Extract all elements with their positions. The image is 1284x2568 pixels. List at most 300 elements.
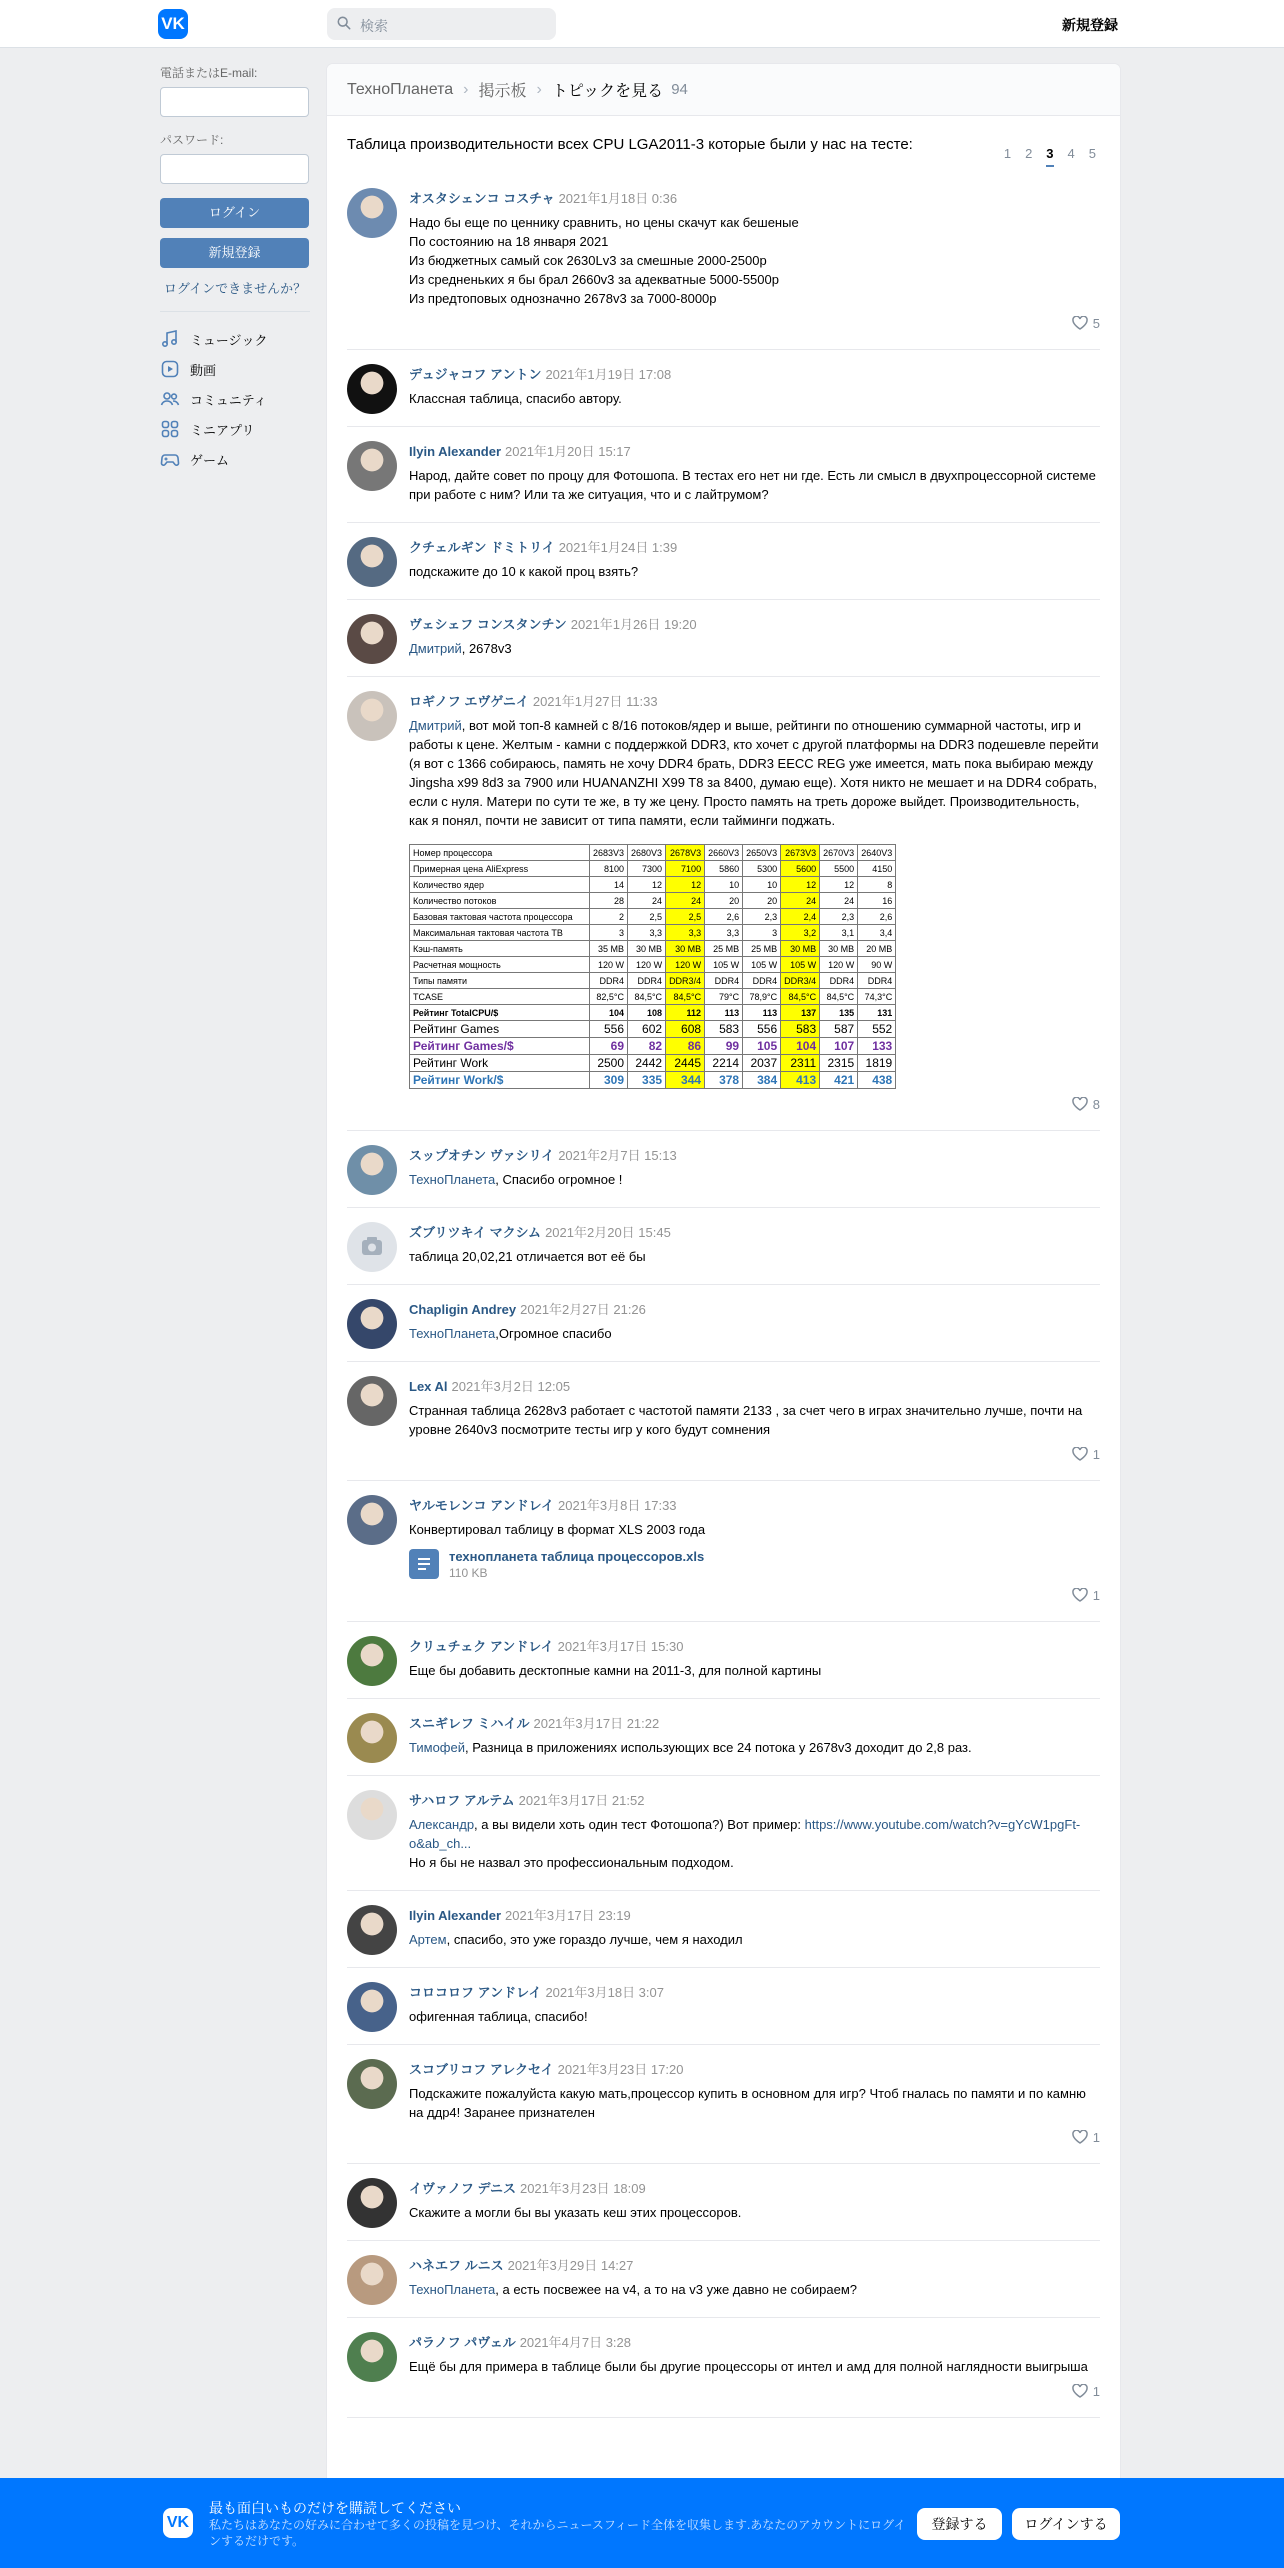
- table-cell: 30 MB: [781, 941, 820, 957]
- table-cell: 8100: [590, 861, 628, 877]
- table-cell: 2,3: [820, 909, 858, 925]
- search-icon: [337, 16, 351, 30]
- table-cell: 2037: [743, 1055, 781, 1072]
- table-cell: 120 W: [590, 957, 628, 973]
- banner-login-button[interactable]: ログインする: [1012, 2508, 1120, 2540]
- avatar[interactable]: [347, 441, 397, 491]
- search-input[interactable]: [327, 8, 556, 40]
- avatar[interactable]: [347, 1636, 397, 1686]
- music-icon: [160, 329, 180, 349]
- comment-post: [347, 600, 1100, 677]
- table-cell: 3: [743, 925, 781, 941]
- author-link[interactable]: パラノフ パヴェル: [409, 2335, 516, 2350]
- avatar[interactable]: [347, 691, 397, 741]
- mention-link[interactable]: ТехноПланета: [409, 2282, 496, 2297]
- page-current: 3: [1046, 146, 1053, 167]
- page-link[interactable]: 4: [1067, 146, 1075, 161]
- login-banner: [0, 2478, 1284, 2568]
- sidebar-item-label: ミニアプリ: [190, 422, 255, 438]
- table-cell: 3,1: [820, 925, 858, 941]
- table-cell: 556: [590, 1021, 628, 1038]
- heart-icon: [1072, 1097, 1088, 1111]
- table-header-cell: 2683V3: [590, 845, 628, 861]
- post-text: Народ, дайте совет по процу для Фотошопа. В тестах его нет ни где. Есть ли смысл в двухпроцессорной системе при работе с ним? Или та же ситуация, что и с лайтрумом?: [409, 468, 1096, 502]
- topic-card: [327, 64, 1120, 2524]
- table-row: [410, 893, 896, 909]
- heart-icon: [1072, 1588, 1088, 1602]
- table-cell: 78,9°C: [743, 989, 781, 1005]
- page-link[interactable]: 1: [1003, 146, 1012, 161]
- table-cell: 104: [781, 1038, 820, 1055]
- sidebar-item-label: ゲーム: [190, 452, 230, 468]
- table-row-label: Базовая тактовая частота процессора: [410, 909, 590, 925]
- signup-link[interactable]: 新規登録: [1062, 17, 1118, 33]
- avatar[interactable]: [347, 1376, 397, 1426]
- table-cell: 112: [666, 1005, 705, 1021]
- login-button[interactable]: ログイン: [160, 198, 309, 228]
- mention-link[interactable]: Дмитрий: [409, 718, 462, 733]
- table-cell: 24: [820, 893, 858, 909]
- banner-title: 最も面白いものだけを購読してください: [209, 2500, 461, 2516]
- comment-post: [347, 1891, 1100, 1968]
- table-cell: 28: [590, 893, 628, 909]
- table-header-cell: 2678V3: [666, 845, 705, 861]
- like-button[interactable]: [1072, 2384, 1100, 2399]
- table-cell: 131: [858, 1005, 896, 1021]
- author-link[interactable]: コロコロフ アンドレイ: [409, 1985, 542, 2000]
- cpu-performance-table: [409, 844, 896, 1089]
- comment-post: [347, 1622, 1100, 1699]
- table-cell: 2214: [705, 1055, 743, 1072]
- table-row-label: Примерная цена AliExpress: [410, 861, 590, 877]
- like-button[interactable]: [1072, 1588, 1100, 1603]
- table-cell: 105: [743, 1038, 781, 1055]
- table-row-label: Максимальная тактовая частота TB: [410, 925, 590, 941]
- like-count: 5: [1092, 316, 1100, 331]
- table-cell: 12: [666, 877, 705, 893]
- comment-post: [347, 350, 1100, 427]
- table-cell: 113: [743, 1005, 781, 1021]
- author-link[interactable]: スコブリコフ アレクセイ: [409, 2062, 554, 2077]
- table-cell: 30 MB: [628, 941, 666, 957]
- login-sidebar: [160, 64, 310, 474]
- camera-icon: [347, 1222, 397, 1272]
- table-row: [410, 1005, 896, 1021]
- table-cell: 35 MB: [590, 941, 628, 957]
- register-button[interactable]: 登録する: [917, 2508, 1002, 2540]
- breadcrumb-group-link[interactable]: ТехноПланета: [347, 80, 454, 98]
- table-row: [410, 1072, 896, 1089]
- post-text: Скажите а могли бы вы указать кеш этих процессоров.: [409, 2205, 742, 2220]
- comment-post: [347, 1776, 1100, 1891]
- comment-post: [347, 427, 1100, 523]
- post-count: 94: [671, 81, 688, 98]
- mention-link[interactable]: ТехноПланета: [409, 1172, 496, 1187]
- post-date: 2021年1月18日 0:36: [558, 191, 678, 206]
- table-row: [410, 973, 896, 989]
- post-text: Но я бы не назвал это профессиональным подходом.: [409, 1855, 734, 1870]
- table-cell: 14: [590, 877, 628, 893]
- table-cell: 104: [590, 1005, 628, 1021]
- author-link[interactable]: ヴェシェフ コンスタンチン: [409, 617, 567, 632]
- table-row-label: Рейтинг Games/$: [410, 1038, 590, 1055]
- table-cell: 3: [590, 925, 628, 941]
- table-header-cell: 2680V3: [628, 845, 666, 861]
- table-cell: 2,6: [858, 909, 896, 925]
- table-cell: 7300: [628, 861, 666, 877]
- post-date: 2021年3月23日 17:20: [557, 2062, 684, 2077]
- table-cell: 5860: [705, 861, 743, 877]
- sidebar-item-label: ミュージック: [190, 332, 268, 348]
- sidebar-item-community[interactable]: [160, 384, 310, 414]
- post-date: 2021年2月7日 15:13: [558, 1148, 677, 1163]
- heart-icon: [1072, 1447, 1088, 1461]
- post-text: , спасибо, это уже гораздо лучше, чем я находил: [446, 1932, 743, 1947]
- sidebar-item-music[interactable]: [160, 324, 310, 354]
- like-button[interactable]: [1072, 1447, 1100, 1462]
- table-cell: 120 W: [666, 957, 705, 973]
- mention-link[interactable]: Дмитрий: [409, 641, 462, 656]
- post-date: 2021年3月29日 14:27: [507, 2258, 634, 2273]
- comment-post: [347, 1208, 1100, 1285]
- table-row-label: Рейтинг Work: [410, 1055, 590, 1072]
- author-link[interactable]: ヤルモレンコ アンドレイ: [409, 1498, 554, 1513]
- table-header-cell: 2660V3: [705, 845, 743, 861]
- avatar[interactable]: [347, 1299, 397, 1349]
- table-header-cell: 2670V3: [820, 845, 858, 861]
- post-text: Конвертировал таблицу в формат XLS 2003 года: [409, 1522, 706, 1537]
- table-cell: 12: [820, 877, 858, 893]
- post-text: Подскажите пожалуйста какую мать,процессор купить в основном для игр? Чтоб гналась по памяти и по камню на ддр4! Заранее признателен: [409, 2086, 1086, 2120]
- table-cell: 587: [820, 1021, 858, 1038]
- sidebar-divider: [160, 311, 310, 312]
- like-button[interactable]: [1072, 316, 1100, 331]
- table-row: [410, 925, 896, 941]
- table-cell: DDR4: [743, 973, 781, 989]
- post-text: , а есть посвежее на v4, а то на v3 уже давно не собираем?: [495, 2282, 857, 2297]
- table-cell: 137: [781, 1005, 820, 1021]
- avatar[interactable]: [347, 2332, 397, 2382]
- avatar[interactable]: [347, 614, 397, 664]
- post-text: Странная таблица 2628v3 работает с частотой памяти 2133 , за счет чего в играх значительно лучше, почти на уровне 2640v3 посмотрите тесты игр у кого будут сомнения: [409, 1403, 1083, 1437]
- table-cell: 602: [628, 1021, 666, 1038]
- table-row: [410, 861, 896, 877]
- post-text: Еще бы добавить десктопные камни на 2011-3, для полной картины: [409, 1663, 822, 1678]
- avatar[interactable]: [347, 188, 397, 238]
- password-field[interactable]: [160, 154, 309, 184]
- avatar[interactable]: [347, 364, 397, 414]
- table-row-label: Рейтинг TotalCPU/$: [410, 1005, 590, 1021]
- table-row-label: TCASE: [410, 989, 590, 1005]
- table-cell: 2,5: [628, 909, 666, 925]
- table-cell: 335: [628, 1072, 666, 1089]
- mention-link[interactable]: ТехноПланета: [409, 1326, 496, 1341]
- vk-logo: VK: [163, 2508, 193, 2538]
- avatar[interactable]: [347, 1982, 397, 2032]
- comment-post: [347, 1481, 1100, 1622]
- sidebar-item-mini-apps[interactable]: [160, 414, 310, 444]
- table-cell: 2,5: [666, 909, 705, 925]
- post-date: 2021年1月26日 19:20: [570, 617, 697, 632]
- comment-post: [347, 2045, 1100, 2164]
- table-cell: 2,4: [781, 909, 820, 925]
- table-cell: 79°C: [705, 989, 743, 1005]
- table-cell: 24: [666, 893, 705, 909]
- table-cell: 2,3: [743, 909, 781, 925]
- mention-link[interactable]: Тимофей: [409, 1740, 465, 1755]
- like-count: 1: [1092, 1447, 1100, 1462]
- table-row: [410, 877, 896, 893]
- table-cell: 413: [781, 1072, 820, 1089]
- post-text: офигенная таблица, спасибо!: [409, 2009, 588, 2024]
- top-bar: [0, 0, 1284, 48]
- table-row: [410, 1038, 896, 1055]
- post-text: , а вы видели хоть один тест Фотошопа?) Вот пример:: [474, 1817, 805, 1832]
- table-row-label: Рейтинг Work/$: [410, 1072, 590, 1089]
- avatar[interactable]: [347, 1790, 397, 1840]
- post-date: 2021年3月17日 21:52: [518, 1793, 645, 1808]
- community-icon: [160, 389, 180, 409]
- table-cell: DDR3/4: [781, 973, 820, 989]
- post-text: , Спасибо огромное !: [495, 1172, 623, 1187]
- avatar[interactable]: [347, 2178, 397, 2228]
- table-cell: 12: [781, 877, 820, 893]
- table-cell: 24: [781, 893, 820, 909]
- file-name[interactable]: технопланета таблица процессоров.xls: [449, 1549, 705, 1564]
- author-link[interactable]: クリュチェク アンドレイ: [409, 1639, 554, 1654]
- author-link[interactable]: デュジャコフ アントン: [409, 367, 542, 382]
- table-cell: 82: [628, 1038, 666, 1055]
- table-cell: 4150: [858, 861, 896, 877]
- table-row: [410, 941, 896, 957]
- post-date: 2021年1月24日 1:39: [558, 540, 678, 555]
- table-cell: 2315: [820, 1055, 858, 1072]
- table-cell: 3,3: [666, 925, 705, 941]
- table-cell: 5600: [781, 861, 820, 877]
- post-date: 2021年1月20日 15:17: [505, 444, 631, 459]
- avatar[interactable]: [347, 2059, 397, 2109]
- table-cell: 2500: [590, 1055, 628, 1072]
- password-label: パスワード:: [160, 133, 224, 147]
- table-cell: 7100: [666, 861, 705, 877]
- post-date: 2021年3月17日 15:30: [557, 1639, 684, 1654]
- table-cell: 5300: [743, 861, 781, 877]
- sidebar-item-label: コミュニティ: [190, 392, 267, 408]
- table-row: [410, 957, 896, 973]
- table-cell: DDR4: [820, 973, 858, 989]
- banner-description: 私たちはあなたの好みに合わせて多くの投稿を見つけ、それからニュースフィード全体を収集します.あなたのアカウントにログインするだけです。: [209, 2518, 906, 2548]
- mini-apps-icon: [160, 419, 180, 439]
- heart-icon: [1072, 2130, 1088, 2144]
- comment-post: [347, 2164, 1100, 2241]
- table-cell: 309: [590, 1072, 628, 1089]
- table-row-label: Типы памяти: [410, 973, 590, 989]
- post-text: , вот мой топ-8 камней с 8/16 потоков/ядер и выше, рейтинги по отношению суммарной частоты, игр и работы к цене. Желтым - камни с поддержкой DDR3, кто хочет с другой платформы на DDR3 подешевле перейти (я вот с 1366 собираюсь, память не хочу DDR4 брать, DDR3 EECC REG уже имеется, мать пока выбираю между Jingsha x99 8d3 за 7900 или HUANANZHI X99 T8 за 8400, думаю еще). Хотя никто не мешает и на DDR4 собрать, если с нуля. Матери по сути те же, в ту же цену. Просто память на треть дороже выйдет. Производительность, как я понял, почти не зависит от типа памяти, если тайминги поджать.: [409, 718, 1099, 828]
- mention-link[interactable]: Артем: [409, 1932, 447, 1947]
- table-cell: 84,5°C: [628, 989, 666, 1005]
- posts-list: [327, 174, 1120, 2418]
- table-cell: DDR4: [858, 973, 896, 989]
- table-cell: 84,5°C: [666, 989, 705, 1005]
- table-cell: 20: [705, 893, 743, 909]
- table-cell: 24: [628, 893, 666, 909]
- mention-link[interactable]: Александр: [409, 1817, 475, 1832]
- table-row: [410, 909, 896, 925]
- table-cell: DDR4: [705, 973, 743, 989]
- table-header-cell: Номер процессора: [410, 845, 590, 861]
- table-header-cell: 2673V3: [781, 845, 820, 861]
- table-cell: 107: [820, 1038, 858, 1055]
- sidebar-item-label: 動画: [190, 362, 217, 378]
- avatar[interactable]: [347, 1145, 397, 1195]
- avatar[interactable]: [347, 1222, 397, 1272]
- table-cell: 105 W: [743, 957, 781, 973]
- comment-post: [347, 1968, 1100, 2045]
- post-date: 2021年4月7日 3:28: [519, 2335, 631, 2350]
- author-link[interactable]: Ilyin Alexander: [409, 1908, 501, 1923]
- table-cell: 344: [666, 1072, 705, 1089]
- comment-post: [347, 1131, 1100, 1208]
- table-cell: 82,5°C: [590, 989, 628, 1005]
- post-date: 2021年3月17日 23:19: [505, 1908, 631, 1923]
- table-cell: 5500: [820, 861, 858, 877]
- post-date: 2021年3月8日 17:33: [558, 1498, 677, 1513]
- chevron-right-icon: ›: [536, 80, 542, 98]
- page-link[interactable]: 5: [1088, 146, 1096, 161]
- table-cell: 552: [858, 1021, 896, 1038]
- table-cell: 3,3: [705, 925, 743, 941]
- table-cell: 2: [590, 909, 628, 925]
- like-count: 8: [1092, 1097, 1100, 1112]
- table-row-label: Кэш-память: [410, 941, 590, 957]
- like-button[interactable]: [1072, 2130, 1100, 2145]
- email-field[interactable]: [160, 87, 309, 117]
- table-cell: 8: [858, 877, 896, 893]
- table-row: [410, 845, 896, 861]
- post-text: Надо бы еще по ценнику сравнить, но цены скачут как бешеные По состоянию на 18 января 2021 Из бюджетных самый сок 2630Lv3 за смешные 2000-2500р Из средненьких я бы брал 2660v3 за адекватные 5000-5500р Из предтоповых однозначно 2678v3 за 7000-8000р: [409, 215, 799, 306]
- page-link[interactable]: 2: [1025, 146, 1033, 161]
- games-icon: [160, 449, 180, 469]
- breadcrumb-board-link[interactable]: 掲示板: [478, 83, 527, 100]
- table-row: [410, 989, 896, 1005]
- table-cell: 25 MB: [743, 941, 781, 957]
- pagination: [1004, 146, 1096, 167]
- email-label: 電話またはE-mail:: [160, 66, 258, 80]
- table-cell: 99: [705, 1038, 743, 1055]
- author-link[interactable]: ハネエフ ルニス: [409, 2258, 504, 2273]
- table-cell: 384: [743, 1072, 781, 1089]
- table-cell: 1819: [858, 1055, 896, 1072]
- table-cell: 69: [590, 1038, 628, 1055]
- table-cell: 30 MB: [666, 941, 705, 957]
- author-link[interactable]: スニギレフ ミハイル: [409, 1716, 530, 1731]
- author-link[interactable]: イヴァノフ デニス: [409, 2181, 516, 2196]
- like-count: 1: [1092, 1588, 1100, 1603]
- like-button[interactable]: [1072, 1097, 1100, 1112]
- chevron-right-icon: ›: [463, 80, 469, 98]
- author-link[interactable]: クチェルギン ドミトリイ: [409, 540, 555, 555]
- signup-button[interactable]: 新規登録: [160, 238, 309, 268]
- table-cell: 133: [858, 1038, 896, 1055]
- breadcrumb-current: トピックを見る: [551, 83, 664, 100]
- post-text: Классная таблица, спасибо автору.: [409, 391, 622, 406]
- table-cell: 113: [705, 1005, 743, 1021]
- heart-icon: [1072, 2384, 1088, 2398]
- author-link[interactable]: Chapligin Andrey: [409, 1302, 517, 1317]
- post-date: 2021年3月18日 3:07: [545, 1985, 664, 2000]
- heart-icon: [1072, 316, 1088, 330]
- post-date: 2021年2月20日 15:45: [545, 1225, 671, 1240]
- topic-title: Таблица производительности всех CPU LGA2011-3 которые были у нас на тесте:: [347, 136, 913, 153]
- author-link[interactable]: Ilyin Alexander: [409, 444, 501, 459]
- table-row-label: Количество ядер: [410, 877, 590, 893]
- table-cell: 120 W: [820, 957, 858, 973]
- table-cell: 2442: [628, 1055, 666, 1072]
- author-link[interactable]: ズブリツキイ マクシム: [409, 1225, 542, 1240]
- table-cell: 86: [666, 1038, 705, 1055]
- video-icon: [160, 359, 180, 379]
- avatar[interactable]: [347, 1905, 397, 1955]
- avatar[interactable]: [347, 1713, 397, 1763]
- table-cell: 20 MB: [858, 941, 896, 957]
- table-cell: 12: [628, 877, 666, 893]
- table-cell: 25 MB: [705, 941, 743, 957]
- author-link[interactable]: ロギノフ エヴゲニイ: [409, 694, 529, 709]
- table-cell: 583: [781, 1021, 820, 1038]
- table-row-label: Количество потоков: [410, 893, 590, 909]
- table-header-cell: 2650V3: [743, 845, 781, 861]
- comment-post: [347, 2318, 1100, 2418]
- avatar[interactable]: [347, 1495, 397, 1545]
- avatar[interactable]: [347, 2255, 397, 2305]
- file-attachment[interactable]: [409, 1549, 1100, 1580]
- sidebar-item-games[interactable]: [160, 444, 310, 474]
- table-cell: 105 W: [781, 957, 820, 973]
- vk-logo[interactable]: VK: [158, 9, 188, 39]
- external-link[interactable]: https://www.youtube.com/watch?v=gYcW1pgFt-o&ab_ch...: [409, 1817, 1081, 1851]
- table-cell: 20: [743, 893, 781, 909]
- table-cell: 556: [743, 1021, 781, 1038]
- avatar[interactable]: [347, 537, 397, 587]
- author-link[interactable]: スップオチン ヴァシリイ: [409, 1148, 555, 1163]
- table-cell: 2445: [666, 1055, 705, 1072]
- table-cell: 438: [858, 1072, 896, 1089]
- table-row: [410, 1021, 896, 1038]
- sidebar-item-video[interactable]: [160, 354, 310, 384]
- post-date: 2021年1月19日 17:08: [545, 367, 672, 382]
- table-row-label: Рейтинг Games: [410, 1021, 590, 1038]
- table-cell: 120 W: [628, 957, 666, 973]
- table-cell: 105 W: [705, 957, 743, 973]
- table-cell: 10: [705, 877, 743, 893]
- table-cell: 108: [628, 1005, 666, 1021]
- post-date: 2021年1月27日 11:33: [532, 694, 658, 709]
- post-text: подскажите до 10 к какой проц взять?: [409, 564, 639, 579]
- comment-post: [347, 2241, 1100, 2318]
- comment-post: [347, 677, 1100, 1131]
- author-link[interactable]: サハロフ アルテム: [409, 1793, 515, 1808]
- table-cell: 30 MB: [820, 941, 858, 957]
- table-cell: 2,6: [705, 909, 743, 925]
- post-date: 2021年3月23日 18:09: [519, 2181, 646, 2196]
- like-count: 1: [1092, 2130, 1100, 2145]
- author-link[interactable]: Lex Al: [409, 1379, 448, 1394]
- file-size: 110 KB: [449, 1566, 488, 1580]
- author-link[interactable]: オスタシェンコ コスチャ: [409, 191, 555, 206]
- table-cell: 3,4: [858, 925, 896, 941]
- forgot-login-link[interactable]: ログインできませんか？: [163, 281, 307, 296]
- post-text: Ещё бы для примера в таблице были бы другие процессоры от интел и амд для полной наглядности выигрыша: [409, 2359, 1088, 2374]
